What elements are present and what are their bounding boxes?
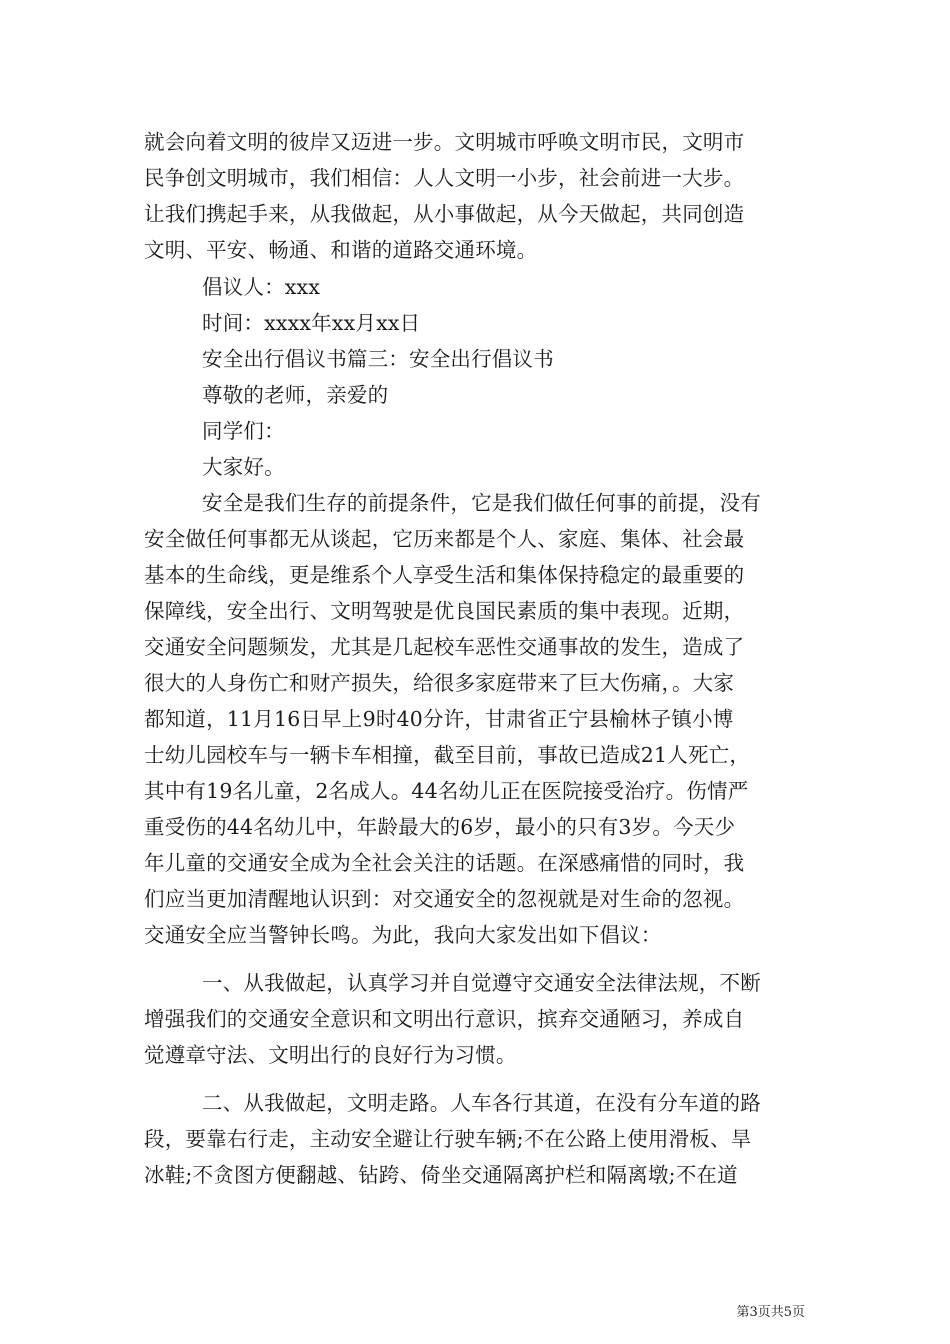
paragraph-line: 增强我们的交通安全意识和文明出行意识，摈弃交通陋习，养成自 <box>144 1007 745 1031</box>
date-line: 时间：xxxx年xx月xx日 <box>202 311 421 335</box>
paragraph-line: 段，要靠右行走，主动安全避让行驶车辆;不在公路上使用滑板、旱 <box>144 1127 752 1151</box>
paragraph-line: 就会向着文明的彼岸又迈进一步。文明城市呼唤文明市民，文明市 <box>144 130 745 154</box>
paragraph-line: 保障线，安全出行、文明驾驶是优良国民素质的集中表现。近期， <box>144 599 745 623</box>
paragraph-line: 文明、平安、畅通、和谐的道路交通环境。 <box>144 238 538 262</box>
paragraph-line: 一、从我做起，认真学习并自觉遵守交通安全法律法规，不断 <box>202 971 761 995</box>
paragraph-line: 交通安全问题频发，尤其是几起校车恶性交通事故的发生，造成了 <box>144 635 745 659</box>
paragraph-line: 都知道，11月16日早上9时40分许，甘肃省正宁县榆林子镇小博 <box>144 707 734 731</box>
paragraph-line: 二、从我做起，文明走路。人车各行其道，在没有分车道的路 <box>202 1091 761 1115</box>
paragraph-line: 交通安全应当警钟长鸣。为此，我向大家发出如下倡议： <box>144 923 662 947</box>
paragraph-line: 安全是我们生存的前提条件，它是我们做任何事的前提，没有 <box>202 491 761 515</box>
paragraph-line: 民争创文明城市，我们相信：人人文明一小步，社会前进一大步。 <box>144 166 745 190</box>
paragraph-line: 很大的人身伤亡和财产损失，给很多家庭带来了巨大伤痛，。大家 <box>144 671 735 695</box>
paragraph-line: 基本的生命线，更是维系个人享受生活和集体保持稳定的最重要的 <box>144 563 745 587</box>
paragraph-line: 让我们携起手来，从我做起，从小事做起，从今天做起，共同创造 <box>144 202 745 226</box>
paragraph-line: 觉遵章守法、文明出行的良好行为习惯。 <box>144 1043 517 1067</box>
paragraph-line: 安全做任何事都无从谈起，它历来都是个人、家庭、集体、社会最 <box>144 527 745 551</box>
paragraph-line: 年儿童的交通安全成为全社会关注的话题。在深感痛惜的同时，我 <box>144 851 745 875</box>
paragraph-line: 冰鞋;不贪图方便翻越、钻跨、倚坐交通隔离护栏和隔离墩;不在道 <box>144 1163 738 1187</box>
paragraph-line: 其中有19名儿童，2名成人。44名幼儿正在医院接受治疗。伤情严 <box>144 779 749 803</box>
section-title: 安全出行倡议书篇三：安全出行倡议书 <box>202 347 554 371</box>
greeting-line: 大家好。 <box>202 455 285 479</box>
paragraph-line: 士幼儿园校车与一辆卡车相撞，截至目前，事故已造成21人死亡， <box>144 743 751 767</box>
salutation-line: 同学们： <box>202 419 285 443</box>
paragraph-line: 们应当更加清醒地认识到：对交通安全的忽视就是对生命的忽视。 <box>144 887 745 911</box>
page-number: 第3页共5页 <box>736 1305 805 1320</box>
paragraph-line: 重受伤的44名幼儿中，年龄最大的6岁，最小的只有3岁。今天少 <box>144 815 736 839</box>
salutation-line: 尊敬的老师，亲爱的 <box>202 383 389 407</box>
signer-line: 倡议人：xxx <box>202 275 321 299</box>
